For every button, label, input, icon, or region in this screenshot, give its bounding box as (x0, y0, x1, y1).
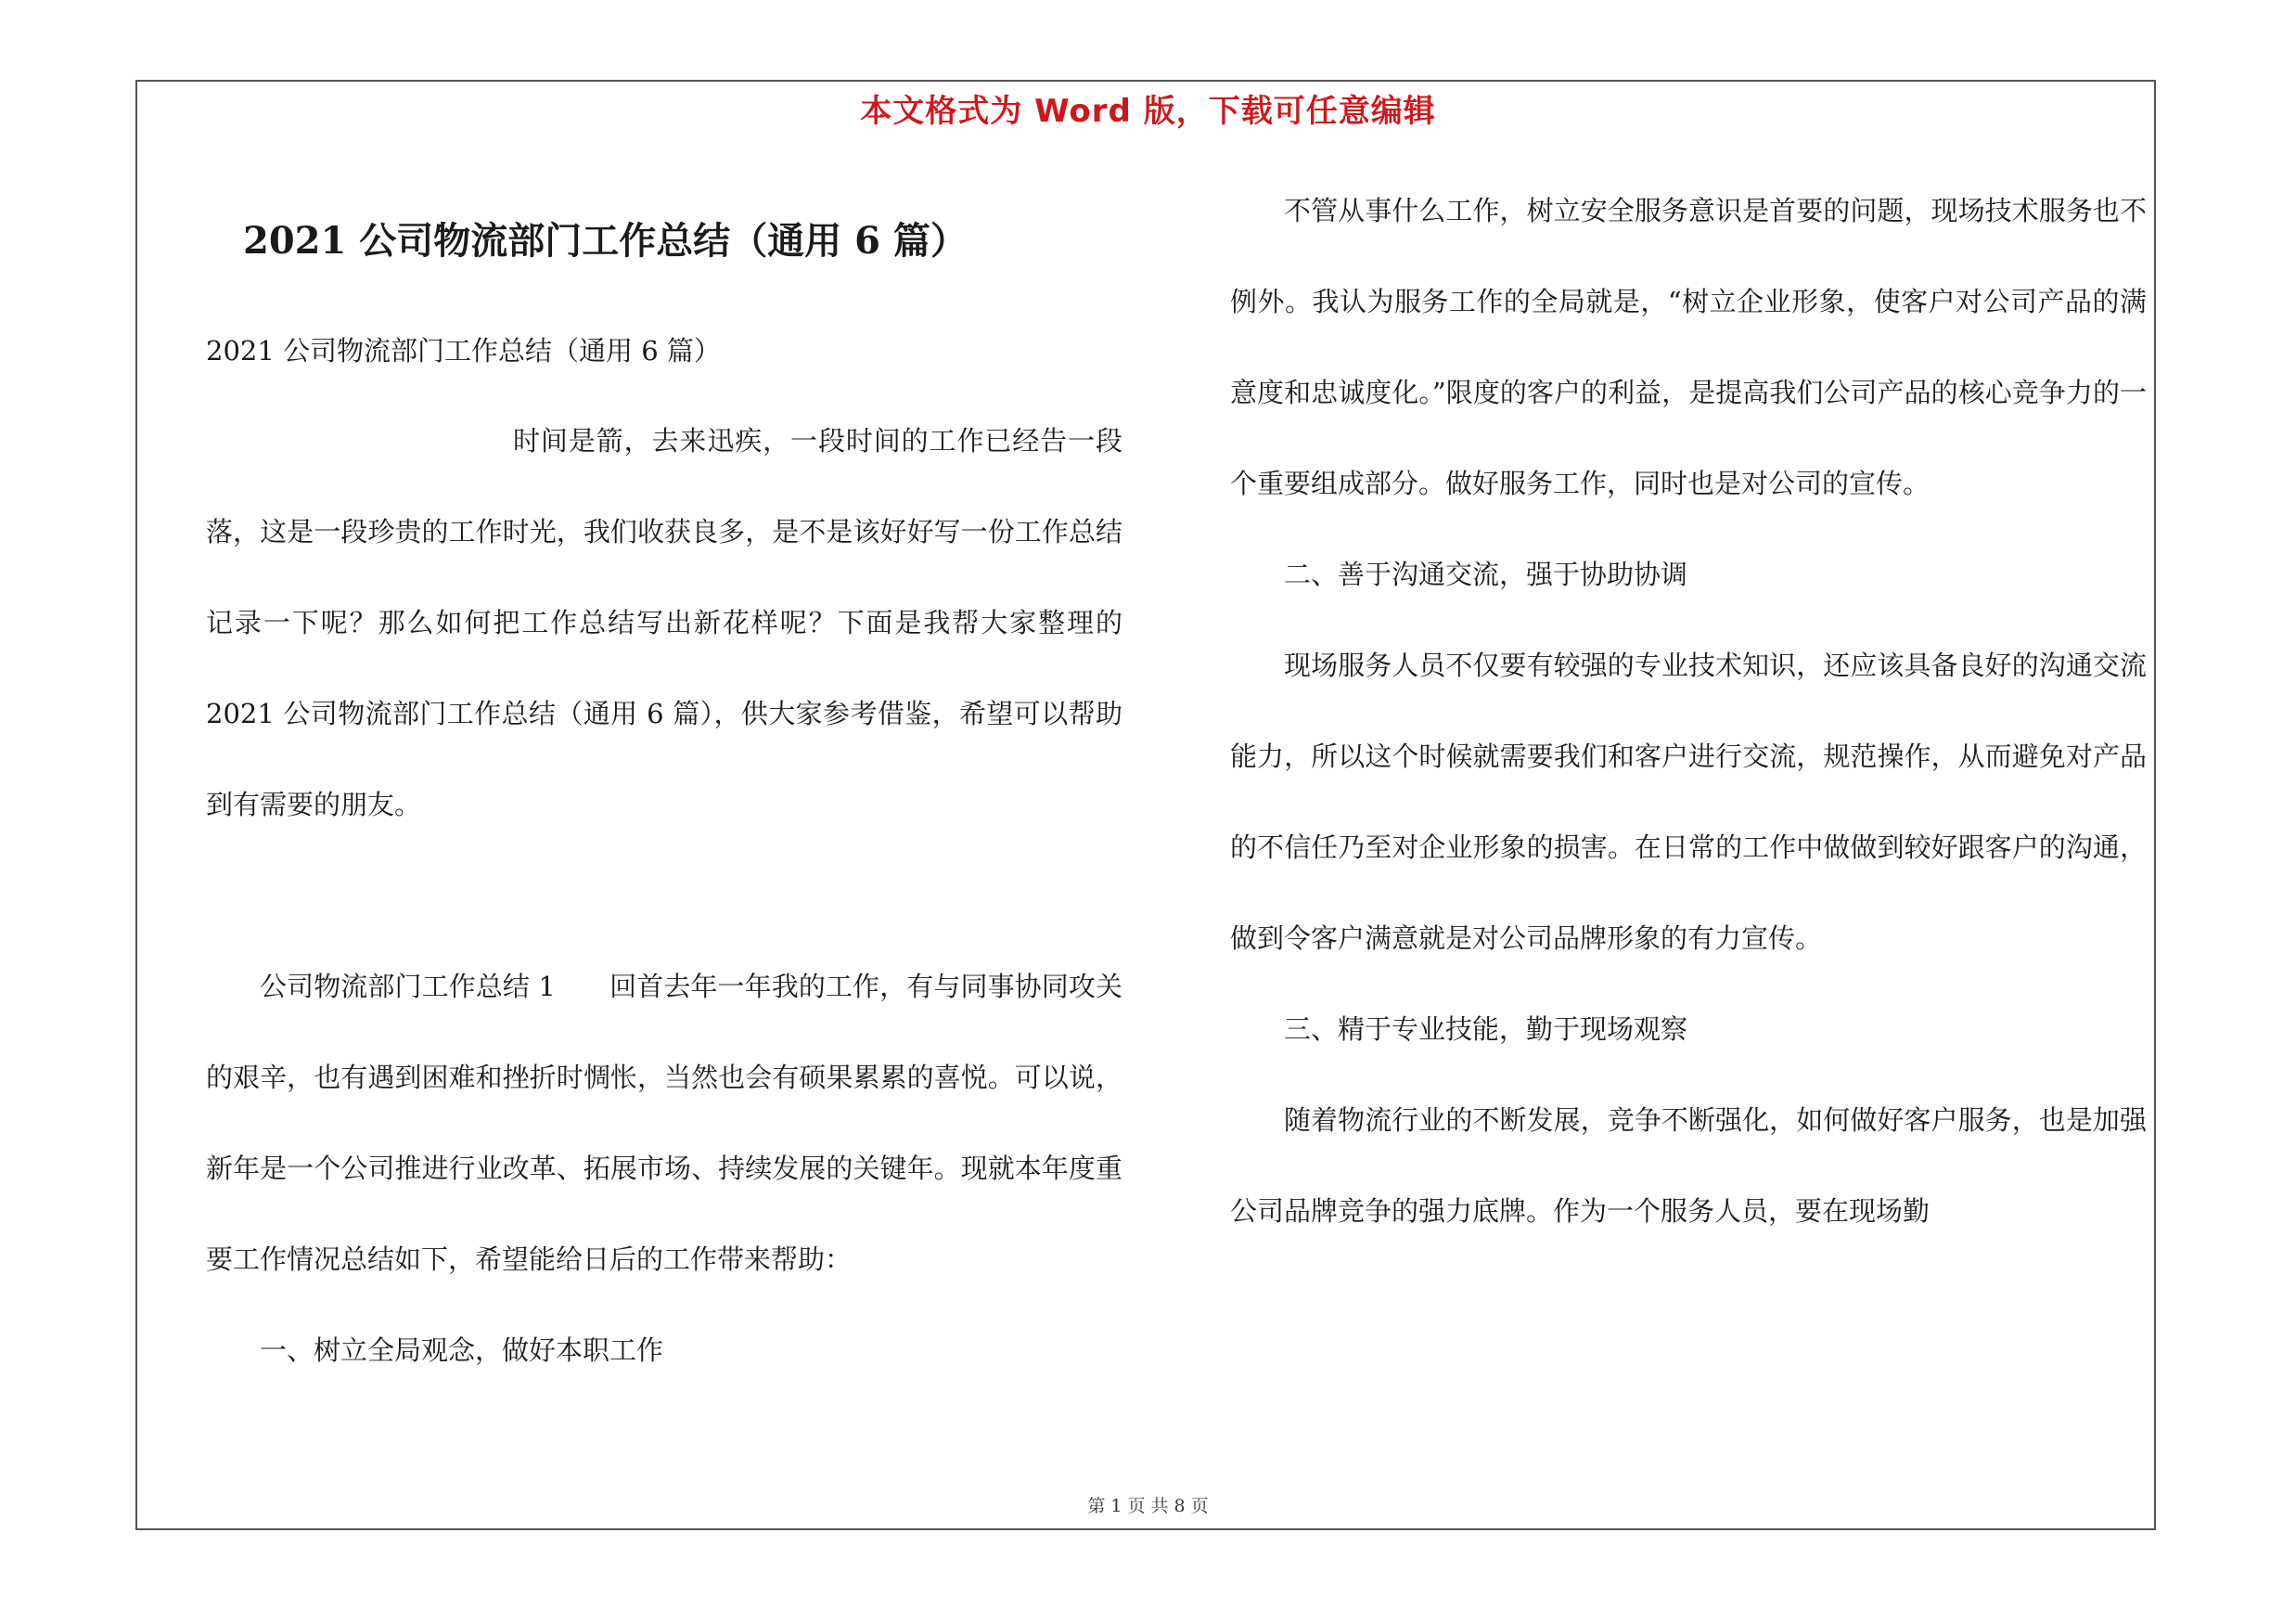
document-title: 2021 公司物流部门工作总结（通用 6 篇） (243, 219, 968, 263)
heading-1: 一、树立全局观念，做好本职工作 (260, 1334, 664, 1366)
document-subtitle: 2021 公司物流部门工作总结（通用 6 篇） (206, 335, 721, 367)
heading-3: 三、精于专业技能，勤于现场观察 (1284, 1013, 1688, 1045)
intro-paragraph: 时间是箭，去来迅疾，一段时间的工作已经告一段落，这是一段珍贵的工作时光，我们收获良多，是不是该好好写一份工作总结记录一下呢？那么如何把工作总结写出新花样呢？下面是我帮大家整理的 2021 公司物流部门工作总结（通用 6 篇），供大家参考借鉴，希望可以帮助到有需要的朋友。 (206, 425, 1122, 820)
paragraph-spacer (206, 850, 1122, 941)
page-footer: 第 1 页 共 8 页 (1087, 1496, 1209, 1516)
paragraph-3: 随着物流行业的不断发展，竞争不断强化，如何做好客户服务，也是加强公司品牌竞争的强力底牌。作为一个服务人员，要在现场勤 (1230, 1104, 2147, 1227)
format-notice-banner: 本文格式为 Word 版，下载可任意编辑 (860, 93, 1436, 130)
right-column (1230, 165, 2147, 1256)
paragraph-1: 不管从事什么工作，树立安全服务意识是首要的问题，现场技术服务也不例外。我认为服务工作的全局就是，“树立企业形象，使客户对公司产品的满意度和忠诚度化。”限度的客户的利益，是提高我们公司产品的核心竞争力的一个重要组成部分。做好服务工作，同时也是对公司的宣传。 (1230, 195, 2147, 499)
heading-2: 二、善于沟通交流，强于协助协调 (1284, 559, 1688, 590)
left-column (206, 395, 1122, 1396)
paragraph-2: 现场服务人员不仅要有较强的专业技术知识，还应该具备良好的沟通交流能力，所以这个时候就需要我们和客户进行交流，规范操作，从而避免对产品的不信任乃至对企业形象的损害。在日常的工作中做做到较好跟客户的沟通，做到令客户满意就是对公司品牌形象的有力宣传。 (1230, 650, 2147, 954)
section-1-paragraph: 公司物流部门工作总结 1 回首去年一年我的工作，有与同事协同攻关的艰辛，也有遇到困难和挫折时惆怅，当然也会有硕果累累的喜悦。可以说，新年是一个公司推进行业改革、拓展市场、持续发展的关键年。现就本年度重要工作情况总结如下，希望能给日后的工作带来帮助： (206, 971, 1122, 1275)
